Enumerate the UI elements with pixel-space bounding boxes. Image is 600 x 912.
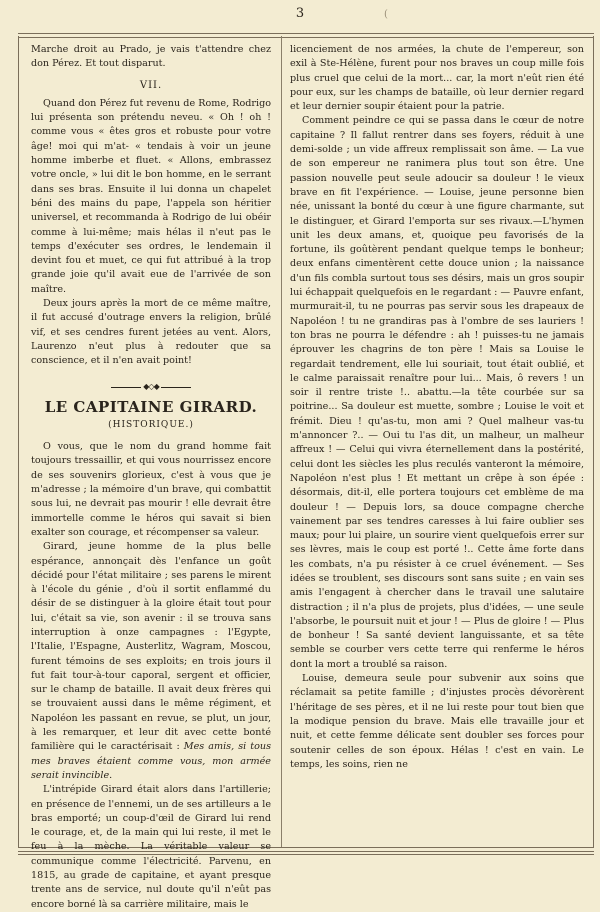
section-number: VII. [139,79,163,91]
ornament-divider [31,384,271,392]
right-border [593,36,594,847]
paragraph-text: Girard, jeune homme de la plus belle espérance, annonçait dès l'enfance un goût décidé pour l'état militaire ; ses parens le mirent à l'école du génie , d'où il sortit enflammé du désir de se distinguer à la gloire était tout pour lui, c'était sa vie, son avenir : il se trouva sans interruption à onze campagnes : l'Egypte, l'Italie, l'Espagne, Austerlitz, Wagram, Moscou, furent témoins de ses exploits; en trois jours il fut fait tour-à-tour caporal, sergent et officier, sur le champ de bataille. Il avait deux frères qui se trouvaient aussi dans le même régiment, et Napoléon les passant en revue, se plut, un jour, à les remarquer, et leur dit avec cette bonté familière qui le caractérisait : [31,541,271,753]
right-column [290,43,584,772]
paragraph: Marche droit au Prado, je vais t'attendre chez don Pérez. Et tout disparut. [31,44,271,70]
left-border [18,36,19,847]
paragraph: O vous, que le nom du grand homme fait toujours tressaillir, et qui vous nourrissez encore de ses souvenirs glorieux, c'est à vous que je m'adresse ; la mémoire d'un brave, qui combattit sous lui, ne devrait pas mourir ! elle devrait être immortelle comme le héros qui savait si bien exalter son courage, et récompenser sa valeur. [31,441,271,538]
paragraph: Louise, demeura seule pour subvenir aux soins que réclamait sa petite famille ; d'injustes procès dévorèrent l'héritage de ses pères, et il ne lui reste pour tout bien que la modique pension du brave. Mais elle travaille jour et nuit, et cette femme délicate sent doubler ses forces pour soutenir celles de son époux. Hélas ! c'est en vain. Le temps, les soins, rien ne [290,673,584,770]
paragraph: licenciement de nos armées, la chute de l'empereur, son exil à Ste-Hélène, furent pour nos braves un coup mille fois plus cruel que celui de la mort... car, la mort n'eût rien été pour eux, sur les champs de bataille, où leur dernier regard et leur dernier soupir étaient pour la patrie. [290,44,584,113]
page-number: 3 [295,6,305,21]
paragraph: L'intrépide Girard était alors dans l'artillerie; en présence de l'ennemi, un de ses artilleurs a le bras emporté; un coup-d'œil de Girard lui rend le courage, et, de la main qui lui reste, il met le feu à la mèche. La véritable valeur se communique comme l'électricité. Parvenu, en 1815, au grade de capitaine, et ayant presque trente ans de service, nul doute qu'il n'eût pas encore borné là sa carrière militaire, mais le [31,784,271,910]
story-subtitle: (HISTORIQUE.) [108,419,194,430]
story-title: LE CAPITAINE GIRARD. [44,397,258,416]
pen-mark: ( [384,9,388,20]
emperor-quote: Mes amis, si tous mes braves étaient comme vous, mon armée serait invincible. [31,741,272,781]
ornament-knot-icon: ◆◇◆ [143,382,159,392]
paragraph [31,540,271,783]
paragraph: Comment peindre ce qui se passa dans le cœur de notre capitaine ? Il fallut rentrer dans ses foyers, réduit à une demi-solde ; un vide affreux remplissait son âme. — La vue de son empereur ne ranimera plus tout son être. Une passion nouvelle peut seule adoucir sa douleur ! le vieux brave en fit l'expérience. — Louise, jeune personne bien née, unissant la bonté du cœur à une figure charmante, sut le distinguer, et Girard l'emporta sur ses rivaux.—L'hymen unit les deux amans, et, quoique peu favorisés de la fortune, ils goûtèrent pendant quelque temps le bonheur; deux enfans cimentèrent cette douce union ; la naissance d'un fils combla surtout tous ses désirs, mais un gros soupir lui échappait quelquefois en le regardant : — Pauvre enfant, murmurait-il, tu ne pourras pas servir sous les drapeaux de Napoléon ! tu ne grandiras pas à l'ombre de ses lauriers ! ton bras ne pourra le défendre : ah ! puisses-tu ne jamais éprouver les chagrins de ton père ! Mais sa Louise le regardait tendrement, elle lui souriait, tout était oublié, et le calme paraissait renaître pour lui... Mais, ô revers ! un soir il rentre triste !.. abattu.—la tête courbée sur sa poitrine... Sa douleur est muette, sombre ; Louise le voit et frémit. Dieu ! qu'as-tu, mon ami ? Quel malheur vas-tu m'annoncer ?.. — Oui tu l'as dit, un malheur, un malheur affreux ! — Celui qui vivra éternellement dans la postérité, celui dont les siècles les plus reculés vanteront la mémoire, Napoléon n'est plus ! Et mettant un crêpe à son épée : désormais, dit-il, elle portera toujours cet emblème de ma douleur ! — Depuis lors, sa douce compagne cherche vainement par ses tendres caresses à lui faire oublier ses maux; pour lui plaire, un sourire vient quelquefois errer sur ses lèvres, mais le coup est porté !.. Cette âme forte dans les combats, n'a pu résister à ce cruel événement. — Ses idées se troublent, ses discours sont sans suite ; en vain ses amis l'engagent à chercher dans le travail une salutaire distraction ; il n'a plus de projets, plus d'idées, — une seule l'absorbe, le poursuit nuit et jour ! — Plus de gloire ! — Plus de bonheur ! Sa santé devient languissante, et sa tête semble se courber vers cette terre qui renferme le héros dont la mort a troublé sa raison. [290,115,584,670]
ornament-line [161,387,191,388]
column-divider [281,36,282,847]
left-column [31,43,271,912]
paragraph: Quand don Pérez fut revenu de Rome, Rodrigo lui présenta son prétendu neveu. « Oh ! oh ! comme vous « êtes gros et robuste pour votre âge! moi qui m'at- « tendais à voir un jeune homme imberbe et fluet. « Allons, embrassez votre oncle, » lui dit le bon homme, en le serrant dans ses bras. Ensuite il lui donna un chapelet béni des mains du pape, l'appela son héritier universel, et recommanda à Rodrigo de lui obéir comme à lui-même; mais hélas il n'eut pas le temps d'exécuter ses ordres, le lendemain il devint fou et muet, ce qui fut attribué à la trop grande joie qu'il avait eue de l'arrivée de son maître. [31,97,271,295]
ornament-line [111,387,141,388]
top-rule [18,33,594,38]
paragraph: Deux jours après la mort de ce même maître, il fut accusé d'outrage envers la religion, brûlé vif, et ses cendres furent jetées au vent. Alors, Laurenzo n'eut plus à redouter que sa conscience, et il n'en avait point! [31,298,271,367]
